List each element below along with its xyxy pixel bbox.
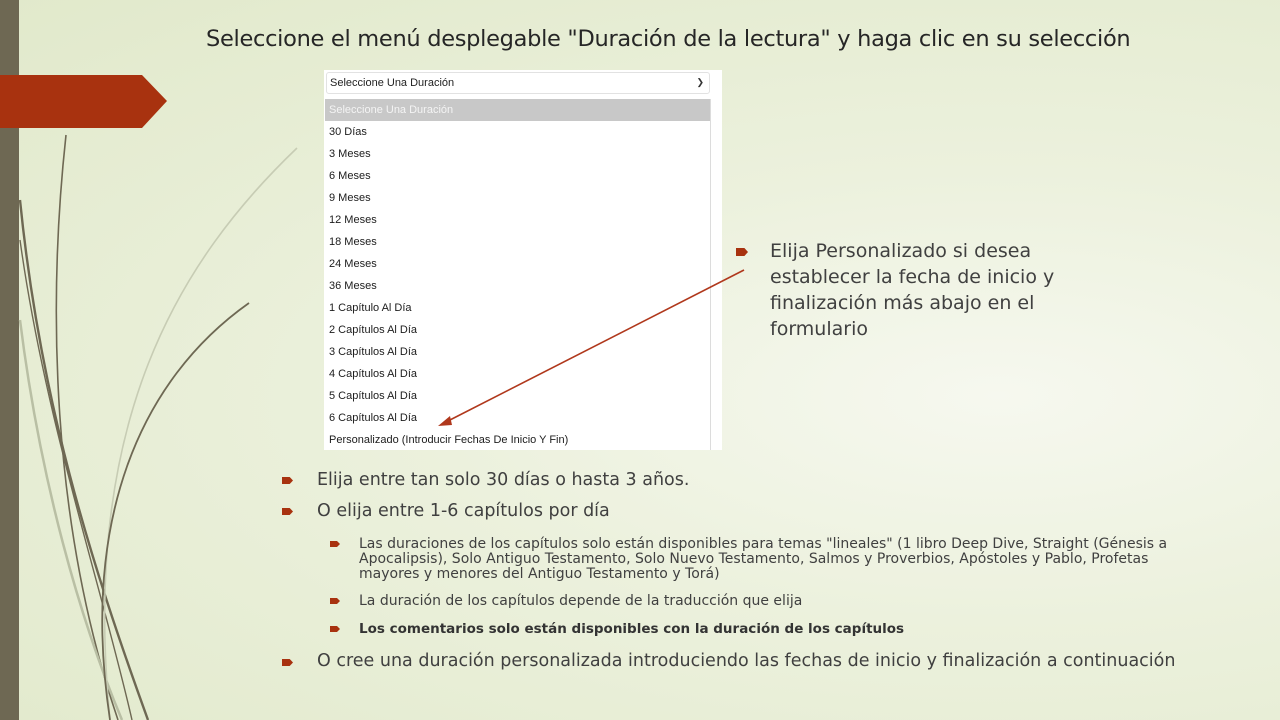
chevron-down-icon: ❯ <box>696 77 704 87</box>
bullet-arrow-icon <box>736 248 748 256</box>
option-select-duration[interactable]: Seleccione Una Duración <box>325 99 710 121</box>
option-1-chapter[interactable]: 1 Capítulo Al Día <box>329 302 412 314</box>
callout-note <box>736 238 1096 342</box>
duration-select[interactable] <box>326 72 710 94</box>
bullet-arrow-icon <box>330 626 340 632</box>
option-6-months[interactable]: 6 Meses <box>329 170 371 182</box>
title-accent-arrow <box>0 75 167 128</box>
option-36-months[interactable]: 36 Meses <box>329 280 377 292</box>
option-6-chapters[interactable]: 6 Capítulos Al Día <box>329 412 418 424</box>
bullet-arrow-icon <box>330 598 340 604</box>
bullet-arrow-icon <box>282 508 293 515</box>
bullet-arrow-icon <box>282 477 293 484</box>
option-custom[interactable]: Personalizado (Introducir Fechas De Inicio Y Fin) <box>329 434 569 446</box>
option-18-months[interactable]: 18 Meses <box>329 236 377 248</box>
sub-bullet-item: Las duraciones de los capítulos solo están disponibles para temas "lineales" (1 libro Deep Dive, Straight (Génesis a Apocalipsis), Solo Antiguo Testamento, Solo Nuevo Testamento, Salmos y Proverbios, Apóstoles y Pablo, Profetas mayores y menores del Antiguo Testamento y Torá) <box>282 537 1202 582</box>
option-3-months[interactable]: 3 Meses <box>329 148 371 160</box>
bullet-list <box>282 470 1202 681</box>
bullet-item: Elija entre tan solo 30 días o hasta 3 años. <box>282 470 1202 490</box>
option-12-months[interactable]: 12 Meses <box>329 214 377 226</box>
bullet-arrow-icon <box>282 659 293 666</box>
duration-select-value: Seleccione Una Duración <box>330 77 455 89</box>
duration-options-list[interactable] <box>325 99 711 450</box>
duration-dropdown-panel <box>324 70 722 450</box>
bullet-item: O elija entre 1-6 capítulos por día <box>282 501 1202 521</box>
option-5-chapters[interactable]: 5 Capítulos Al Día <box>329 390 418 402</box>
sub-bullet-item: Los comentarios solo están disponibles con la duración de los capítulos <box>282 622 1202 637</box>
option-24-months[interactable]: 24 Meses <box>329 258 377 270</box>
slide-title: Seleccione el menú desplegable "Duración de la lectura" y haga clic en su selección <box>206 26 1131 52</box>
option-30-days[interactable]: 30 Días <box>329 126 367 138</box>
option-9-months[interactable]: 9 Meses <box>329 192 371 204</box>
bullet-arrow-icon <box>330 541 340 547</box>
option-4-chapters[interactable]: 4 Capítulos Al Día <box>329 368 418 380</box>
option-3-chapters[interactable]: 3 Capítulos Al Día <box>329 346 418 358</box>
bullet-item: O cree una duración personalizada introduciendo las fechas de inicio y finalización a continuación <box>282 652 1202 670</box>
sub-bullet-item: La duración de los capítulos depende de la traducción que elija <box>282 594 1202 609</box>
callout-text: Elija Personalizado si desea establecer la fecha de inicio y finalización más abajo en el formulario <box>770 240 1055 340</box>
option-2-chapters[interactable]: 2 Capítulos Al Día <box>329 324 418 336</box>
